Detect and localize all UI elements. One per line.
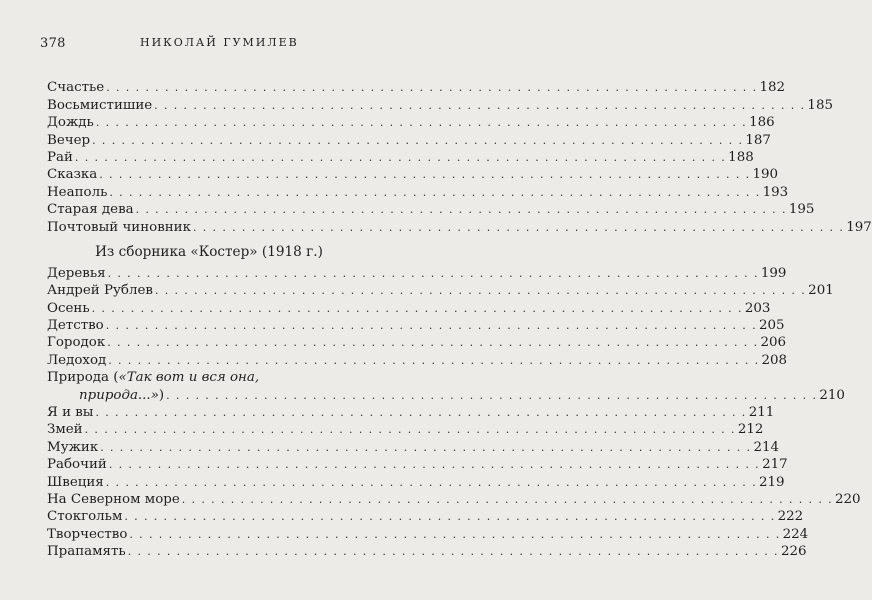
toc-entry-title: Счастье bbox=[47, 80, 105, 96]
page-number: 378 bbox=[40, 36, 66, 51]
leader-dots: . . . . . . . . . . . . . . . . . . . . . . . . . . . . . . . . . . . . . . . . . . . . . . . . . . . . . . . . . . . . . . . . . . . bbox=[95, 116, 748, 130]
toc-entry-page: 185 bbox=[807, 97, 833, 113]
toc-entry-title: Дождь bbox=[47, 115, 94, 131]
leader-dots: . . . . . . . . . . . . . . . . . . . . . . . . . . . . . . . . . . . . . . . . . . . . . . . . . . . . . . . . . . . . . . . . . . . bbox=[108, 353, 760, 367]
toc-entry-multiline bbox=[47, 369, 845, 404]
toc-entry-page: 205 bbox=[758, 318, 785, 334]
toc-entry-page: 224 bbox=[782, 526, 809, 542]
toc-entry-title: Сказка bbox=[47, 167, 98, 183]
leader-dots: . . . . . . . . . . . . . . . . . . . . . . . . . . . . . . . . . . . . . . . . . . . . . . . . . . . . . . . . . . . . . . . . . . . bbox=[127, 545, 779, 559]
section-heading: Из сборника «Костер» (1918 г.) bbox=[95, 243, 323, 260]
toc-entry-title-continued bbox=[79, 387, 164, 404]
toc-entry bbox=[47, 404, 775, 421]
leader-dots: . . . . . . . . . . . . . . . . . . . . . . . . . . . . . . . . . . . . . . . . . . . . . . . . . . . . . . . . . . . . . . . . . . . bbox=[100, 440, 752, 454]
toc-entry bbox=[47, 438, 780, 455]
toc-entry-title: Стокгольм bbox=[47, 509, 123, 525]
toc-entry-subtitle: природа...» bbox=[79, 387, 159, 403]
toc-entry-title: Почтовый чиновник bbox=[47, 219, 191, 235]
toc-entry-closing-paren: ) bbox=[158, 387, 165, 403]
toc-entry bbox=[47, 456, 788, 473]
toc-entry bbox=[47, 131, 771, 148]
toc-entry bbox=[47, 183, 789, 200]
toc-entry-title: Ледоход bbox=[47, 352, 107, 368]
toc-entry bbox=[47, 149, 754, 166]
toc-entry bbox=[47, 491, 861, 508]
toc-entry-page: 226 bbox=[780, 544, 807, 560]
toc-entry-page: 222 bbox=[777, 509, 804, 525]
toc-entry bbox=[47, 114, 775, 131]
toc-entry-title: Швеция bbox=[47, 474, 104, 490]
leader-dots: . . . . . . . . . . . . . . . . . . . . . . . . . . . . . . . . . . . . . . . . . . . . . . . . . . . . . . . . . . . . . . . . . . . bbox=[135, 203, 787, 217]
toc-entry bbox=[47, 282, 834, 299]
toc-entry-title: Рай bbox=[47, 149, 73, 165]
leader-dots: . . . . . . . . . . . . . . . . . . . . . . . . . . . . . . . . . . . . . . . . . . . . . . . . . . . . . . . . . . . . . . . . . . . bbox=[92, 133, 744, 147]
toc-entry-title: Неаполь bbox=[47, 184, 108, 200]
toc-entry bbox=[47, 543, 807, 560]
leader-dots: . . . . . . . . . . . . . . . . . . . . . . . . . . . . . . . . . . . . . . . . . . . . . . . . . . . . . . . . . . . . . . . . . . . bbox=[91, 301, 743, 315]
toc-entry bbox=[47, 525, 809, 542]
toc-entry-page: 199 bbox=[760, 265, 787, 281]
toc-entry bbox=[47, 317, 785, 334]
toc-entry-title: Прапамять bbox=[47, 544, 126, 560]
toc-entry-title-line bbox=[47, 369, 371, 386]
toc-entry-page: 212 bbox=[737, 422, 764, 438]
leader-dots: . . . . . . . . . . . . . . . . . . . . . . . . . . . . . . . . . . . . . . . . . . . . . . . . . . . . . . . . . . . . . . . . . . . bbox=[105, 319, 757, 333]
toc-entry bbox=[47, 299, 771, 316]
leader-dots: . . . . . . . . . . . . . . . . . . . . . . . . . . . . . . . . . . . . . . . . . . . . . . . . . . . . . . . . . . . . . . . . . . . bbox=[74, 150, 727, 164]
toc-entry bbox=[47, 473, 785, 490]
toc-entry-page: 193 bbox=[762, 184, 789, 200]
toc-entry-page: 219 bbox=[758, 474, 785, 490]
toc-entry-title: Рабочий bbox=[47, 457, 107, 473]
toc-entry-title: Осень bbox=[47, 300, 90, 316]
leader-dots: . . . . . . . . . . . . . . . . . . . . . . . . . . . . . . . . . . . . . . . . . . . . . . . . . . . . . . . . . . . . . . . . . . . bbox=[107, 266, 759, 280]
toc-entry bbox=[47, 79, 786, 96]
toc-entry-page: 188 bbox=[728, 149, 754, 165]
leader-dots: . . . . . . . . . . . . . . . . . . . . . . . . . . . . . . . . . . . . . . . . . . . . . . . . . . . . . . . . . . . . . . . . . . . bbox=[192, 220, 845, 234]
page-header bbox=[40, 36, 360, 56]
toc-entry-page: 195 bbox=[788, 202, 815, 218]
leader-dots: . . . . . . . . . . . . . . . . . . . . . . . . . . . . . . . . . . . . . . . . . . . . . . . . . . . . . . . . . . . . . . . . . . . bbox=[84, 423, 736, 437]
toc-entry-title: Мужик bbox=[47, 439, 99, 455]
toc-entry-page: 217 bbox=[762, 457, 788, 473]
toc-entry-page: 201 bbox=[808, 283, 834, 299]
toc-entry-page: 220 bbox=[835, 491, 861, 507]
leader-dots: . . . . . . . . . . . . . . . . . . . . . . . . . . . . . . . . . . . . . . . . . . . . . . . . . . . . . . . . . . . . . . . . . . . bbox=[154, 98, 806, 112]
running-head-author: НИКОЛАЙ ГУМИЛЕВ bbox=[140, 36, 299, 49]
leader-dots: . . . . . . . . . . . . . . . . . . . . . . . . . . . . . . . . . . . . . . . . . . . . . . . . . . . . . . . . . . . . . . . . . . . bbox=[154, 284, 807, 298]
toc-entry bbox=[47, 421, 764, 438]
toc-entry-title: Вечер bbox=[47, 132, 91, 148]
toc-entry bbox=[47, 265, 787, 282]
toc-entry-title: Природа ( bbox=[47, 369, 119, 385]
toc-entry-title: Старая дева bbox=[47, 202, 134, 218]
toc-entry-title: Детство bbox=[47, 318, 104, 334]
toc-entry-page: 208 bbox=[761, 352, 788, 368]
toc-entry-page: 186 bbox=[749, 115, 775, 131]
toc-entry-title: Городок bbox=[47, 335, 106, 351]
leader-dots: . . . . . . . . . . . . . . . . . . . . . . . . . . . . . . . . . . . . . . . . . . . . . . . . . . . . . . . . . . . . . . . . . . . bbox=[166, 388, 818, 402]
leader-dots: . . . . . . . . . . . . . . . . . . . . . . . . . . . . . . . . . . . . . . . . . . . . . . . . . . . . . . . . . . . . . . . . . . . bbox=[99, 168, 751, 182]
toc-entry-page: 187 bbox=[745, 132, 771, 148]
leader-dots: . . . . . . . . . . . . . . . . . . . . . . . . . . . . . . . . . . . . . . . . . . . . . . . . . . . . . . . . . . . . . . . . . . . bbox=[181, 492, 834, 506]
leader-dots: . . . . . . . . . . . . . . . . . . . . . . . . . . . . . . . . . . . . . . . . . . . . . . . . . . . . . . . . . . . . . . . . . . . bbox=[106, 81, 758, 95]
table-of-contents bbox=[47, 79, 872, 560]
toc-entry-page: 206 bbox=[760, 335, 787, 351]
toc-entry-title: Деревья bbox=[47, 265, 106, 281]
toc-entry-page: 182 bbox=[759, 80, 786, 96]
toc-entry bbox=[47, 96, 833, 113]
leader-dots: . . . . . . . . . . . . . . . . . . . . . . . . . . . . . . . . . . . . . . . . . . . . . . . . . . . . . . . . . . . . . . . . . . . bbox=[107, 336, 759, 350]
toc-entry-page: 203 bbox=[744, 300, 771, 316]
toc-entry-continuation bbox=[47, 386, 845, 403]
toc-entry bbox=[47, 166, 779, 183]
toc-entry bbox=[47, 334, 787, 351]
leader-dots: . . . . . . . . . . . . . . . . . . . . . . . . . . . . . . . . . . . . . . . . . . . . . . . . . . . . . . . . . . . . . . . . . . . bbox=[129, 527, 781, 541]
toc-entry-title: Творчество bbox=[47, 526, 128, 542]
leader-dots: . . . . . . . . . . . . . . . . . . . . . . . . . . . . . . . . . . . . . . . . . . . . . . . . . . . . . . . . . . . . . . . . . . . bbox=[95, 406, 747, 420]
leader-dots: . . . . . . . . . . . . . . . . . . . . . . . . . . . . . . . . . . . . . . . . . . . . . . . . . . . . . . . . . . . . . . . . . . . bbox=[109, 185, 761, 199]
toc-entry-page: 190 bbox=[752, 167, 779, 183]
toc-entry-page: 197 bbox=[846, 219, 872, 235]
leader-dots: . . . . . . . . . . . . . . . . . . . . . . . . . . . . . . . . . . . . . . . . . . . . . . . . . . . . . . . . . . . . . . . . . . . bbox=[124, 510, 776, 524]
toc-entry bbox=[47, 508, 804, 525]
toc-entry-page: 210 bbox=[819, 387, 845, 403]
toc-entry bbox=[47, 201, 815, 218]
toc-entry-title: На Северном море bbox=[47, 491, 180, 507]
toc-entry-page: 214 bbox=[753, 439, 780, 455]
toc-entry-title: Змей bbox=[47, 422, 83, 438]
toc-entry-title: Восьмистишие bbox=[47, 97, 153, 113]
toc-entry bbox=[47, 351, 788, 368]
toc-entry-page: 211 bbox=[748, 405, 775, 421]
leader-dots: . . . . . . . . . . . . . . . . . . . . . . . . . . . . . . . . . . . . . . . . . . . . . . . . . . . . . . . . . . . . . . . . . . . bbox=[105, 475, 757, 489]
toc-entry-title: Я и вы bbox=[47, 405, 94, 421]
toc-entry bbox=[47, 218, 872, 235]
leader-dots: . . . . . . . . . . . . . . . . . . . . . . . . . . . . . . . . . . . . . . . . . . . . . . . . . . . . . . . . . . . . . . . . . . . bbox=[108, 458, 761, 472]
toc-entry-subtitle: «Так вот и вся она, bbox=[118, 369, 260, 385]
toc-entry-title: Андрей Рублев bbox=[47, 283, 153, 299]
